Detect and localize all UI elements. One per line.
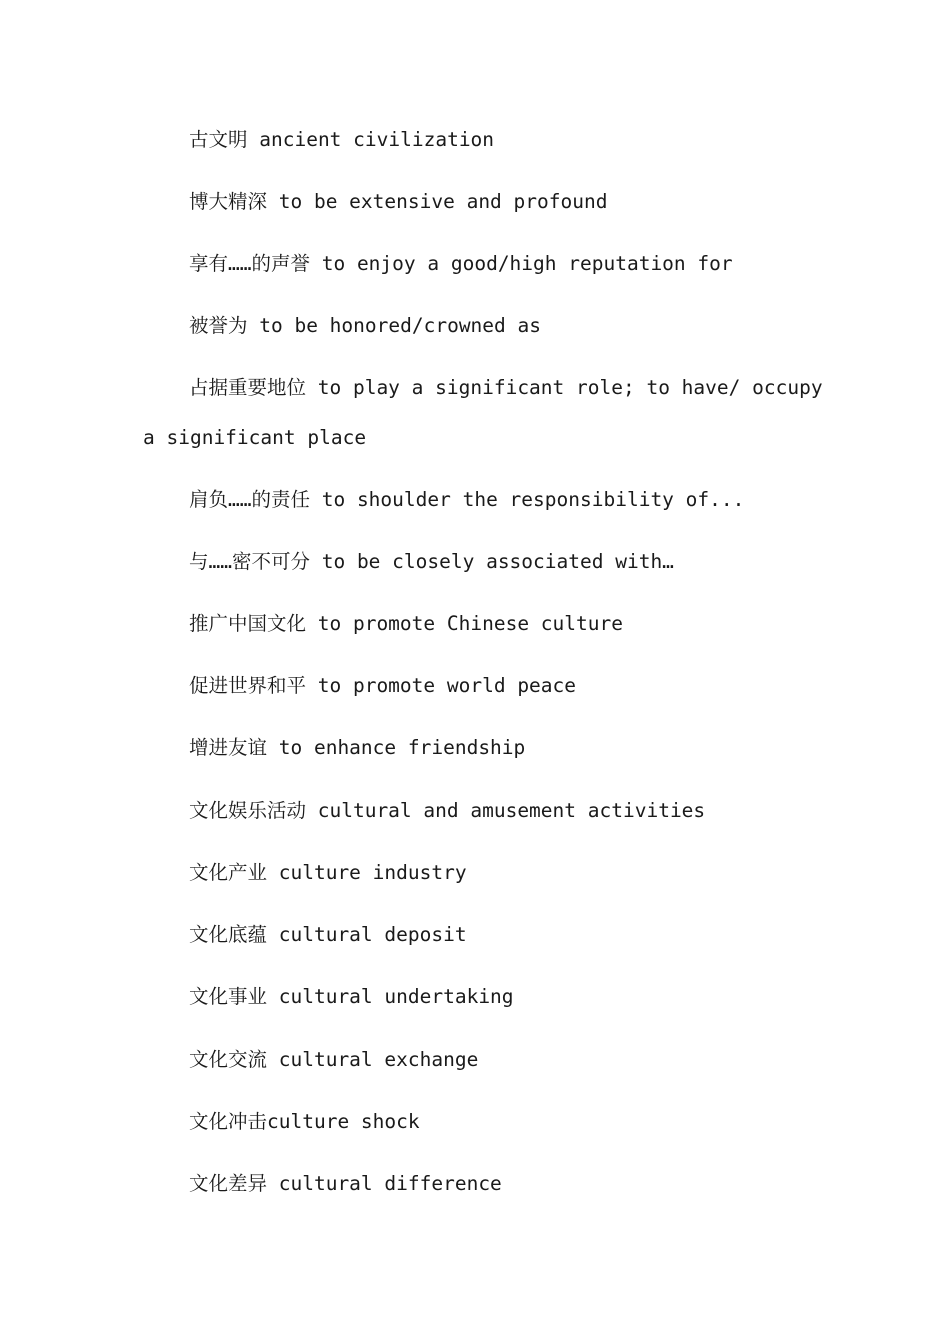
vocab-entry: 增进友谊 to enhance friendship — [189, 736, 526, 759]
vocab-entry: 被誉为 to be honored/crowned as — [189, 314, 541, 337]
vocab-entry: 推广中国文化 to promote Chinese culture — [189, 612, 623, 635]
vocab-entry: 与……密不可分 to be closely associated with… — [189, 550, 674, 573]
vocab-entry: 文化娱乐活动 cultural and amusement activities — [189, 799, 706, 822]
vocab-entry: 博大精深 to be extensive and profound — [189, 190, 608, 213]
vocab-entry: 促进世界和平 to promote world peace — [189, 674, 577, 697]
vocab-entry: 文化事业 cultural undertaking — [189, 985, 514, 1008]
vocab-entry: 享有……的声誉 to enjoy a good/high reputation for — [189, 252, 733, 275]
vocab-entry: 文化底蕴 cultural deposit — [189, 923, 467, 946]
vocab-entry: 文化产业 culture industry — [189, 861, 467, 884]
vocab-entry: 文化交流 cultural exchange — [189, 1048, 479, 1071]
vocab-entry: 占据重要地位 to play a significant role; to have/ occupy a significant place — [143, 376, 835, 449]
vocab-entry: 文化差异 cultural difference — [189, 1172, 502, 1195]
vocab-entry: 肩负……的责任 to shoulder the responsibility of... — [189, 488, 745, 511]
vocab-entry: 文化冲击culture shock — [189, 1110, 420, 1133]
vocab-entry: 古文明 ancient civilization — [189, 128, 495, 151]
